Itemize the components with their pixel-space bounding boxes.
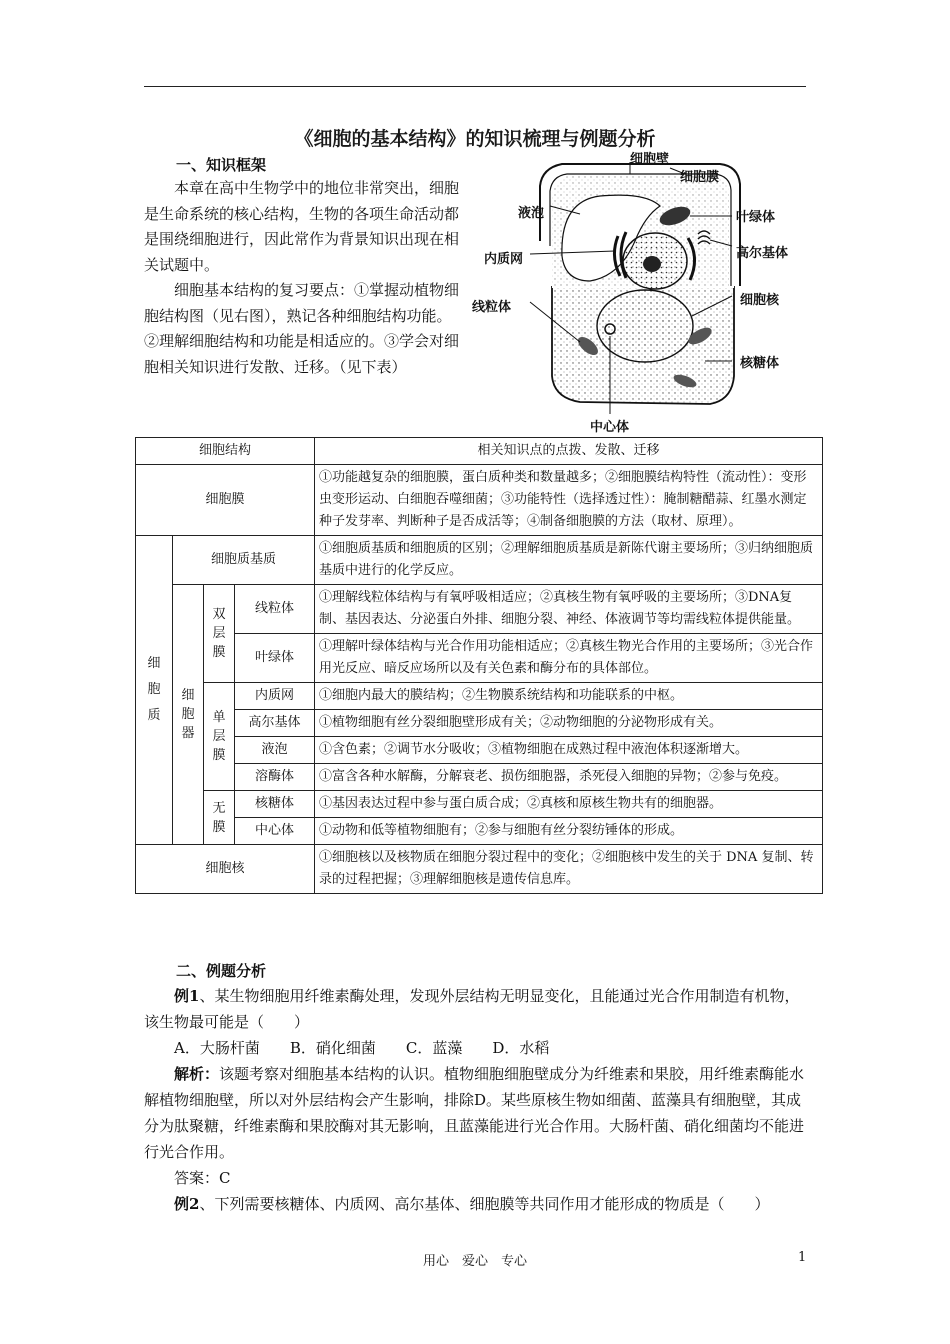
table-row	[136, 737, 823, 764]
row-name-vacuole: 液泡	[235, 737, 315, 764]
label-cell-wall: 细胞壁	[630, 152, 670, 167]
table-row	[136, 791, 823, 818]
header-rule	[144, 86, 806, 87]
header-structure: 细胞结构	[136, 438, 315, 465]
intro-text	[144, 176, 462, 380]
table-header-row	[136, 438, 823, 465]
label-nucleus: 细胞核	[740, 293, 780, 308]
row-text-centrosome: ①动物和低等植物细胞有；②参与细胞有丝分裂纺锤体的形成。	[315, 818, 823, 845]
organelle-label: 细 胞 器	[173, 585, 204, 845]
row-text-lysosome: ①富含各种水解酶，分解衰老、损伤细胞器，杀死侵入细胞的异物；②参与免疫。	[315, 764, 823, 791]
analysis	[144, 1061, 812, 1165]
double-membrane-label: 双 层 膜	[204, 585, 235, 683]
table-row	[136, 710, 823, 737]
row-text-golgi: ①植物细胞有丝分裂细胞壁形成有关；②动物细胞的分泌物形成有关。	[315, 710, 823, 737]
intro-para-2: 细胞基本结构的复习要点：①掌握动植物细胞结构图（见右图），熟记各种细胞结构功能。②理解细胞结构和功能是相适应的。③学会对细胞相关知识进行发散、迁移。（见下表）	[144, 281, 460, 376]
label-er: 内质网	[484, 252, 524, 267]
row-text-matrix: ①细胞质基质和细胞质的区别；②理解细胞质基质是新陈代谢主要场所；③归纳细胞质基质中进行的化学反应。	[315, 536, 823, 585]
analysis-label: 解析：	[174, 1065, 220, 1083]
knowledge-table	[135, 437, 823, 894]
analysis-text: 该题考察对细胞基本结构的认识。植物细胞细胞壁成分为纤维素和果胶，用纤维素酶能水解植物细胞壁，所以对外层结构会产生影响，排除D。某些原核生物如细菌、蓝藻具有细胞壁，其成分为肽聚糖，纤维素酶和果胶酶对其无影响，且蓝藻能进行光合作用。大肠杆菌、硝化细菌均不能进行光合作用。	[144, 1065, 805, 1161]
row-name-membrane: 细胞膜	[136, 465, 315, 536]
table-row	[136, 845, 823, 894]
header-knowledge: 相关知识点的点拨、发散、迁移	[315, 438, 823, 465]
table-row	[136, 634, 823, 683]
footer-text: 用心 爱心 专心	[422, 1254, 527, 1269]
row-text-er: ①细胞内最大的膜结构；②生物膜系统结构和功能联系的中枢。	[315, 683, 823, 710]
table-row	[136, 683, 823, 710]
row-name-chloro: 叶绿体	[235, 634, 315, 683]
intro-para-1: 本章在高中生物学中的地位非常突出，细胞是生命系统的核心结构，生物的各项生命活动都是围绕细胞进行，因此常作为背景知识出现在相关试题中。	[144, 179, 460, 274]
row-text-membrane: ①功能越复杂的细胞膜，蛋白质种类和数量越多；②细胞膜结构特性（流动性）：变形虫变形运动、白细胞吞噬细菌；③功能特性（选择透过性）：腌制糖醋蒜、红墨水测定种子发芽率、判断种子是否成活等；④制备细胞膜的方法（取材、原理）。	[315, 465, 823, 536]
example-1-options: A．大肠杆菌 B．硝化细菌 C．蓝藻 D．水稻	[174, 1039, 550, 1057]
section1-heading: 一、知识框架	[176, 156, 267, 174]
row-text-nucleus: ①细胞核以及核物质在细胞分裂过程中的变化；②细胞核中发生的关于 DNA 复制、转录的过程把握；③理解细胞核是遗传信息库。	[315, 845, 823, 894]
section2-heading: 二、例题分析	[176, 962, 267, 980]
example-1	[144, 983, 812, 1035]
example-1-text: 、某生物细胞用纤维素酶处理，发现外层结构无明显变化，且能通过光合作用制造有机物，该生物最可能是（ ）	[144, 987, 800, 1031]
row-text-ribosome: ①基因表达过程中参与蛋白质合成；②真核和原核生物共有的细胞器。	[315, 791, 823, 818]
row-text-mito: ①理解线粒体结构与有氧呼吸相适应；②真核生物有氧呼吸的主要场所；③DNA复制、基因表达、分泌蛋白外排、细胞分裂、神经、体液调节等均需线粒体提供能量。	[315, 585, 823, 634]
cytoplasm-label: 细 胞 质	[136, 536, 173, 845]
row-name-centrosome: 中心体	[235, 818, 315, 845]
example-1-label: 例1	[174, 987, 200, 1005]
example-2-label: 例2	[174, 1195, 200, 1213]
cell-structure-figure	[470, 146, 810, 436]
label-mitochondria: 线粒体	[472, 300, 512, 315]
page-number: 1	[798, 1250, 807, 1265]
table-row	[136, 536, 823, 585]
answer: 答案：C	[174, 1169, 231, 1187]
row-name-nucleus: 细胞核	[136, 845, 315, 894]
row-name-ribosome: 核糖体	[235, 791, 315, 818]
table-row	[136, 764, 823, 791]
row-text-vacuole: ①含色素；②调节水分吸收；③植物细胞在成熟过程中液泡体积逐渐增大。	[315, 737, 823, 764]
no-membrane-label: 无 膜	[204, 791, 235, 845]
single-membrane-label: 单 层 膜	[204, 683, 235, 791]
label-cell-membrane: 细胞膜	[680, 170, 720, 185]
page-title: 《细胞的基本结构》的知识梳理与例题分析	[294, 128, 656, 150]
row-name-matrix: 细胞质基质	[173, 536, 315, 585]
examples-body	[144, 983, 812, 1217]
row-name-lysosome: 溶酶体	[235, 764, 315, 791]
row-name-golgi: 高尔基体	[235, 710, 315, 737]
row-name-er: 内质网	[235, 683, 315, 710]
row-name-mito: 线粒体	[235, 585, 315, 634]
table-row	[136, 585, 823, 634]
label-vacuole: 液泡	[518, 206, 545, 221]
row-text-chloro: ①理解叶绿体结构与光合作用功能相适应；②真核生物光合作用的主要场所；③光合作用光反应、暗反应场所以及有关色素和酶分布的具体部位。	[315, 634, 823, 683]
table-row	[136, 465, 823, 536]
label-ribosome: 核糖体	[740, 356, 780, 371]
label-golgi: 高尔基体	[736, 246, 789, 261]
label-centrosome: 中心体	[590, 420, 630, 435]
example-2-text: 、下列需要核糖体、内质网、高尔基体、细胞膜等共同作用才能形成的物质是（ ）	[199, 1195, 770, 1213]
example-2	[144, 1191, 812, 1217]
table-row	[136, 818, 823, 845]
label-chloroplast: 叶绿体	[736, 210, 776, 225]
